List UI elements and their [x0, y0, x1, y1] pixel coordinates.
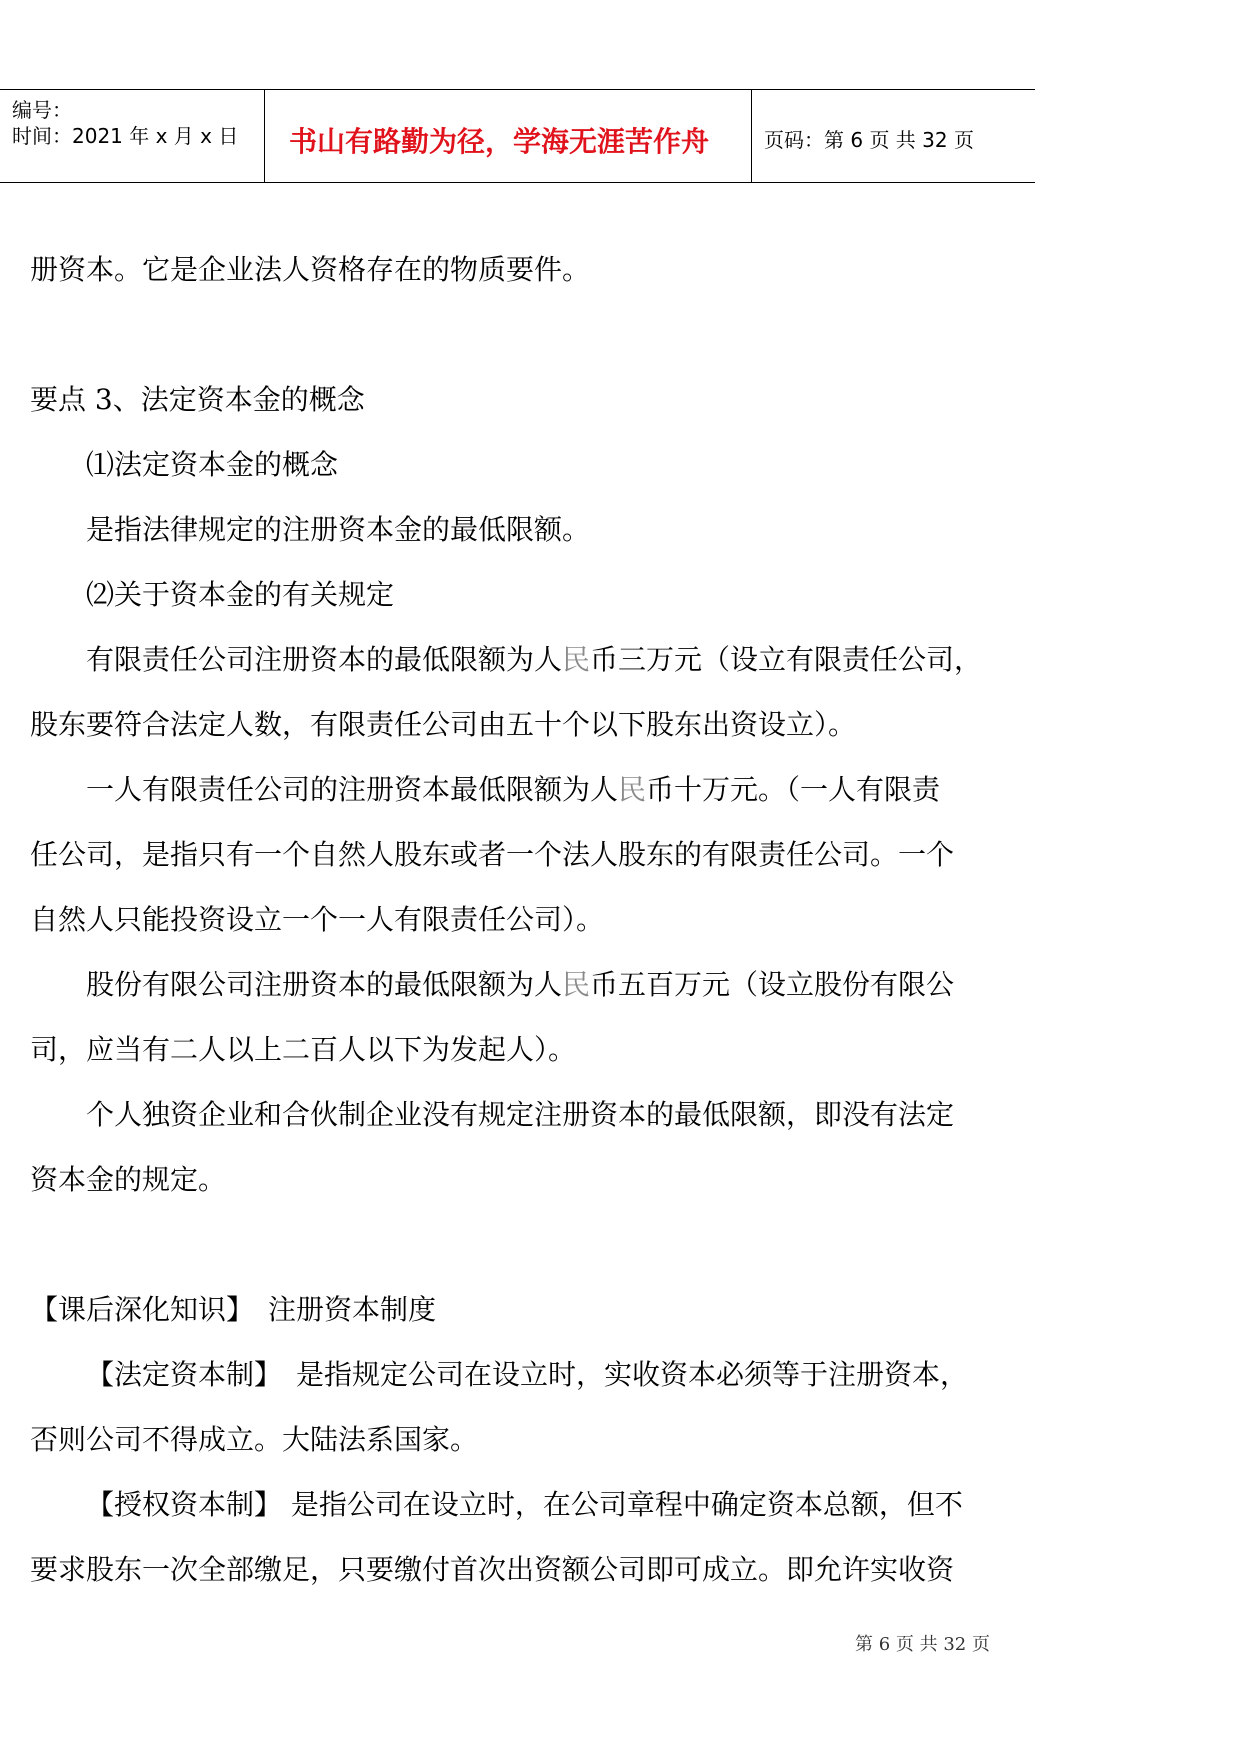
header-motto: 书山有路勤为径，学海无涯苦作舟	[289, 125, 710, 158]
text-segment: 一人有限责任公司的注册资本最低限额为人	[86, 773, 619, 806]
body-line-7: 股东要符合法定人数，有限责任公司由五十个以下股东出资设立）。	[30, 708, 857, 741]
text-segment: 币十万元。（一人有限责	[646, 773, 941, 806]
knowledge-heading: 【课后深化知识】 注册资本制度	[30, 1293, 437, 1326]
document-time: 时间：2021 年 x 月 x 日	[12, 124, 239, 148]
body-line-11	[86, 968, 954, 1002]
text-segment-gray: 民	[562, 643, 591, 676]
body-line-13: 个人独资企业和合伙制企业没有规定注册资本的最低限额，即没有法定	[86, 1098, 955, 1131]
header-page-cell	[752, 90, 1035, 182]
body-line-14: 资本金的规定。	[30, 1163, 227, 1196]
text-segment: 币三万元（设立有限责任公司，	[590, 643, 983, 676]
document-number: 编号：	[12, 98, 72, 122]
text-segment-gray: 民	[562, 968, 591, 1001]
text-segment: 股份有限公司注册资本的最低限额为人	[86, 968, 563, 1001]
body-line-19: 要求股东一次全部缴足，只要缴付首次出资额公司即可成立。即允许实收资	[30, 1553, 955, 1586]
header-motto-cell	[265, 90, 752, 182]
text-segment-gray: 民	[618, 773, 647, 806]
body-line-6	[86, 643, 982, 677]
subheading-2: ⑵关于资本金的有关规定	[86, 578, 395, 611]
text-segment: 有限责任公司注册资本的最低限额为人	[86, 643, 563, 676]
body-line-18: 【授权资本制】 是指公司在设立时，在公司章程中确定资本总额，但不	[86, 1488, 963, 1521]
section-heading: 要点 3、法定资本金的概念	[30, 383, 365, 416]
text-segment: 币五百万元（设立股份有限公	[590, 968, 955, 1001]
body-line-10: 自然人只能投资设立一个一人有限责任公司）。	[30, 903, 605, 936]
body-line-8	[86, 773, 940, 807]
subheading-1: ⑴法定资本金的概念	[86, 448, 339, 481]
body-line-9: 任公司，是指只有一个自然人股东或者一个法人股东的有限责任公司。一个	[30, 838, 955, 871]
body-line-4: 是指法律规定的注册资本金的最低限额。	[86, 513, 591, 546]
body-line-12: 司，应当有二人以上二百人以下为发起人）。	[30, 1033, 577, 1066]
header-page-number: 页码：第 6 页 共 32 页	[764, 128, 974, 152]
body-line-17: 否则公司不得成立。大陆法系国家。	[30, 1423, 479, 1456]
page-header	[0, 89, 1035, 183]
header-info-cell	[0, 90, 265, 182]
page-footer: 第 6 页 共 32 页	[855, 1634, 990, 1655]
body-line-16: 【法定资本制】 是指规定公司在设立时，实收资本必须等于注册资本，	[86, 1358, 969, 1391]
body-line-1: 册资本。它是企业法人资格存在的物质要件。	[30, 253, 591, 286]
